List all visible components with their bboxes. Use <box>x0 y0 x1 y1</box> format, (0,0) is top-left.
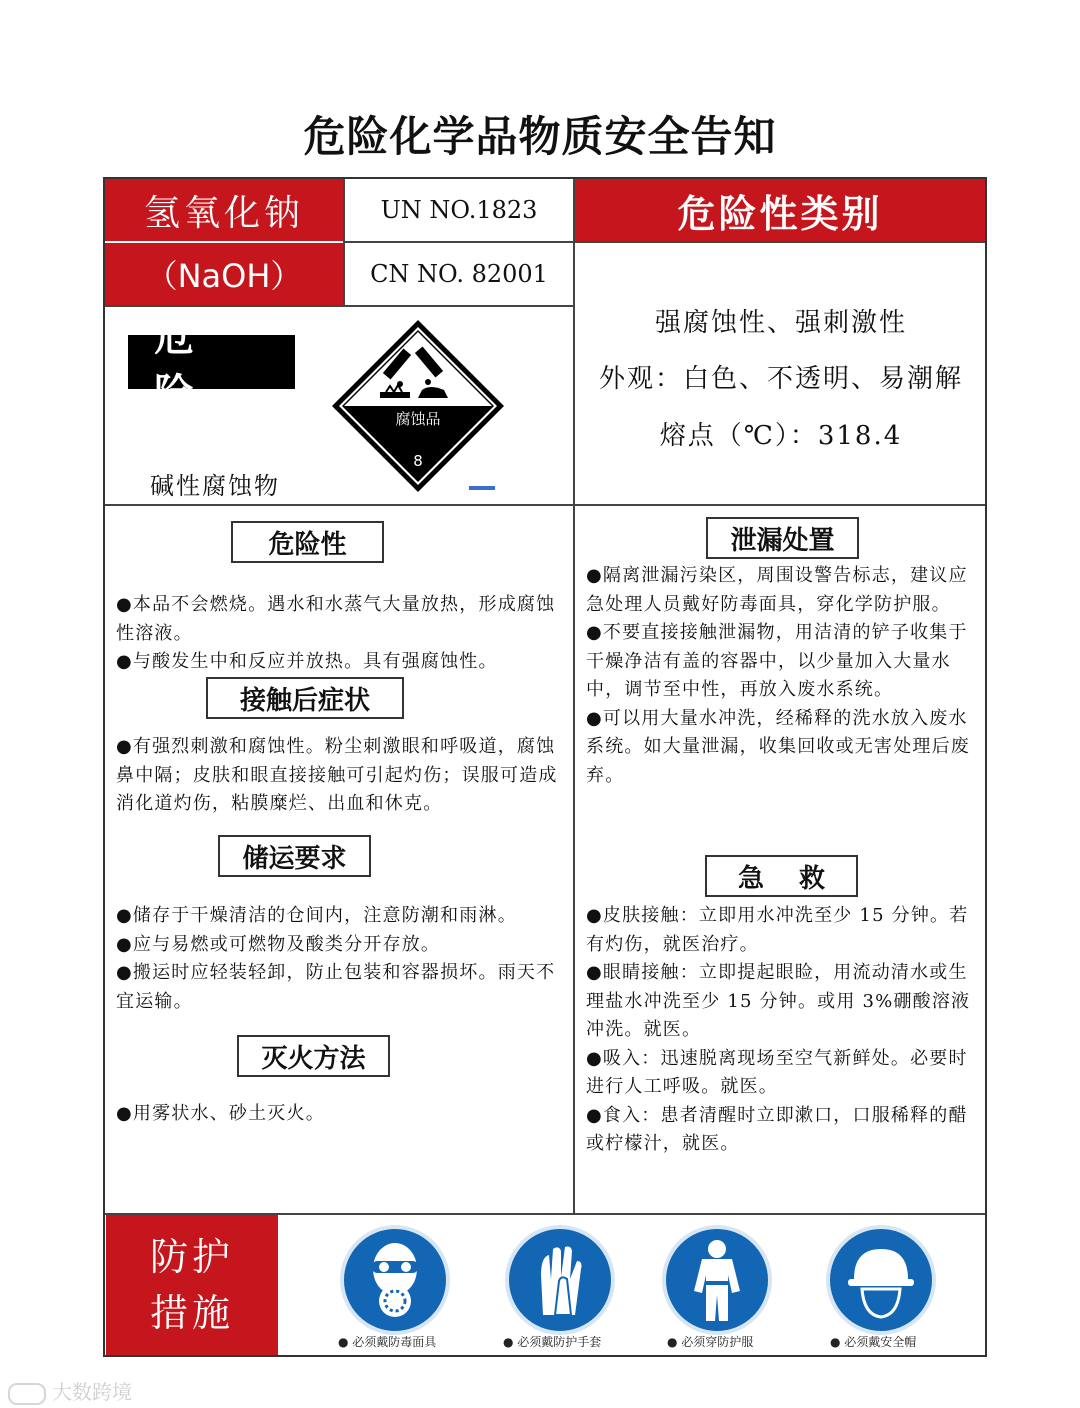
pictogram-mark <box>469 486 495 490</box>
paragraph: ●可以用大量水冲洗，经稀释的洗水放入废水系统。如大量泄漏，收集回收或无害处理后废弃。 <box>586 707 970 786</box>
paragraph: ●眼睛接触：立即提起眼睑，用流动清水或生理盐水冲洗至少 15 分钟。或用 3%硼酸溶液冲洗。就医。 <box>586 962 971 1040</box>
section-body-first-aid <box>586 902 982 1159</box>
section-body-firefighting <box>116 1100 572 1129</box>
ppe-caption: ● 必须戴安全帽 <box>830 1335 917 1349</box>
chemical-formula: （NaOH） <box>105 243 343 305</box>
paragraph: ●皮肤接触：立即用水冲洗至少 15 分钟。若有灼伤，就医治疗。 <box>586 905 969 955</box>
divider <box>575 241 985 243</box>
section-heading-leak: 泄漏处置 <box>706 517 859 559</box>
property-line: 强腐蚀性、强刺激性 <box>654 308 907 338</box>
watermark <box>8 1376 132 1405</box>
divider <box>105 504 985 506</box>
un-number: UN NO.1823 <box>380 196 538 224</box>
section-heading-storage: 储运要求 <box>218 835 371 877</box>
paragraph: ●有强烈刺激和腐蚀性。粉尘刺激眼和呼吸道，腐蚀鼻中隔；皮肤和眼直接接触可引起灼伤；误服可造成消化道灼伤，粘膜糜烂、出血和休克。 <box>116 736 558 814</box>
page-title: 危险化学品物质安全告知 <box>303 112 777 161</box>
paragraph: ●应与易燃或可燃物及酸类分开存放。 <box>116 933 441 955</box>
section-heading-first-aid: 急 救 <box>705 855 858 897</box>
pictogram-label: 腐蚀品 <box>395 410 441 428</box>
protective-gloves-icon <box>505 1225 615 1335</box>
watermark-logo-icon <box>8 1383 46 1405</box>
protection-label-line: 措施 <box>149 1291 234 1335</box>
danger-signal-word: 危 险 <box>128 335 295 389</box>
paragraph: ●食入：患者清醒时立即漱口，口服稀释的醋或柠檬汁，就医。 <box>586 1104 968 1154</box>
corrosive-pictogram-icon <box>330 318 506 494</box>
section-body-leak <box>586 562 982 790</box>
paragraph: ●吸入：迅速脱离现场至空气新鲜处。必要时进行人工呼吸。就医。 <box>586 1047 968 1097</box>
gas-mask-icon <box>340 1225 450 1335</box>
section-body-hazard <box>116 591 572 677</box>
ppe-caption: ● 必须戴防护手套 <box>503 1335 602 1349</box>
ppe-caption: ● 必须戴防毒面具 <box>338 1335 437 1349</box>
hazard-subtitle: 碱性腐蚀物 <box>150 472 280 500</box>
section-body-storage <box>116 902 572 1016</box>
section-heading-firefighting: 灭火方法 <box>237 1035 390 1077</box>
pictogram-class-number: 8 <box>413 452 423 470</box>
cn-number: CN NO. 82001 <box>370 260 548 288</box>
paragraph: ●用雾状水、砂土灭火。 <box>116 1103 325 1124</box>
section-heading-hazard: 危险性 <box>231 521 384 563</box>
safety-helmet-icon <box>826 1225 936 1335</box>
paragraph: ●本品不会燃烧。遇水和水蒸气大量放热，形成腐蚀性溶液。 <box>116 594 556 644</box>
center-divider <box>573 179 575 1213</box>
section-heading-symptoms: 接触后症状 <box>206 677 404 719</box>
paragraph: ●与酸发生中和反应并放热。具有强腐蚀性。 <box>116 651 498 672</box>
protection-label-line: 防护 <box>149 1235 234 1279</box>
paragraph: ●储存于干燥清洁的仓间内，注意防潮和雨淋。 <box>116 905 517 926</box>
section-body-symptoms <box>116 733 572 819</box>
protective-suit-icon <box>662 1225 772 1335</box>
ppe-caption: ● 必须穿防护服 <box>667 1335 754 1349</box>
paragraph: ●不要直接接触泄漏物，用洁清的铲子收集于干燥净洁有盖的容器中，以少量加入大量水中，调节至中性，再放入废水系统。 <box>586 622 968 700</box>
hazard-category-title: 危险性类别 <box>575 179 985 241</box>
property-line: 外观：白色、不透明、易潮解 <box>598 364 963 394</box>
protection-label <box>106 1215 278 1355</box>
watermark-text: 大数跨境 <box>52 1380 132 1404</box>
paragraph: ●隔离泄漏污染区，周围设警告标志，建议应急处理人员戴好防毒面具，穿化学防护服。 <box>586 565 968 615</box>
paragraph: ●搬运时应轻装轻卸，防止包装和容器损坏。雨天不宜运输。 <box>116 962 556 1012</box>
chemical-name: 氢氧化钠 <box>105 179 343 241</box>
property-line: 熔点（℃）：318.4 <box>659 421 903 451</box>
